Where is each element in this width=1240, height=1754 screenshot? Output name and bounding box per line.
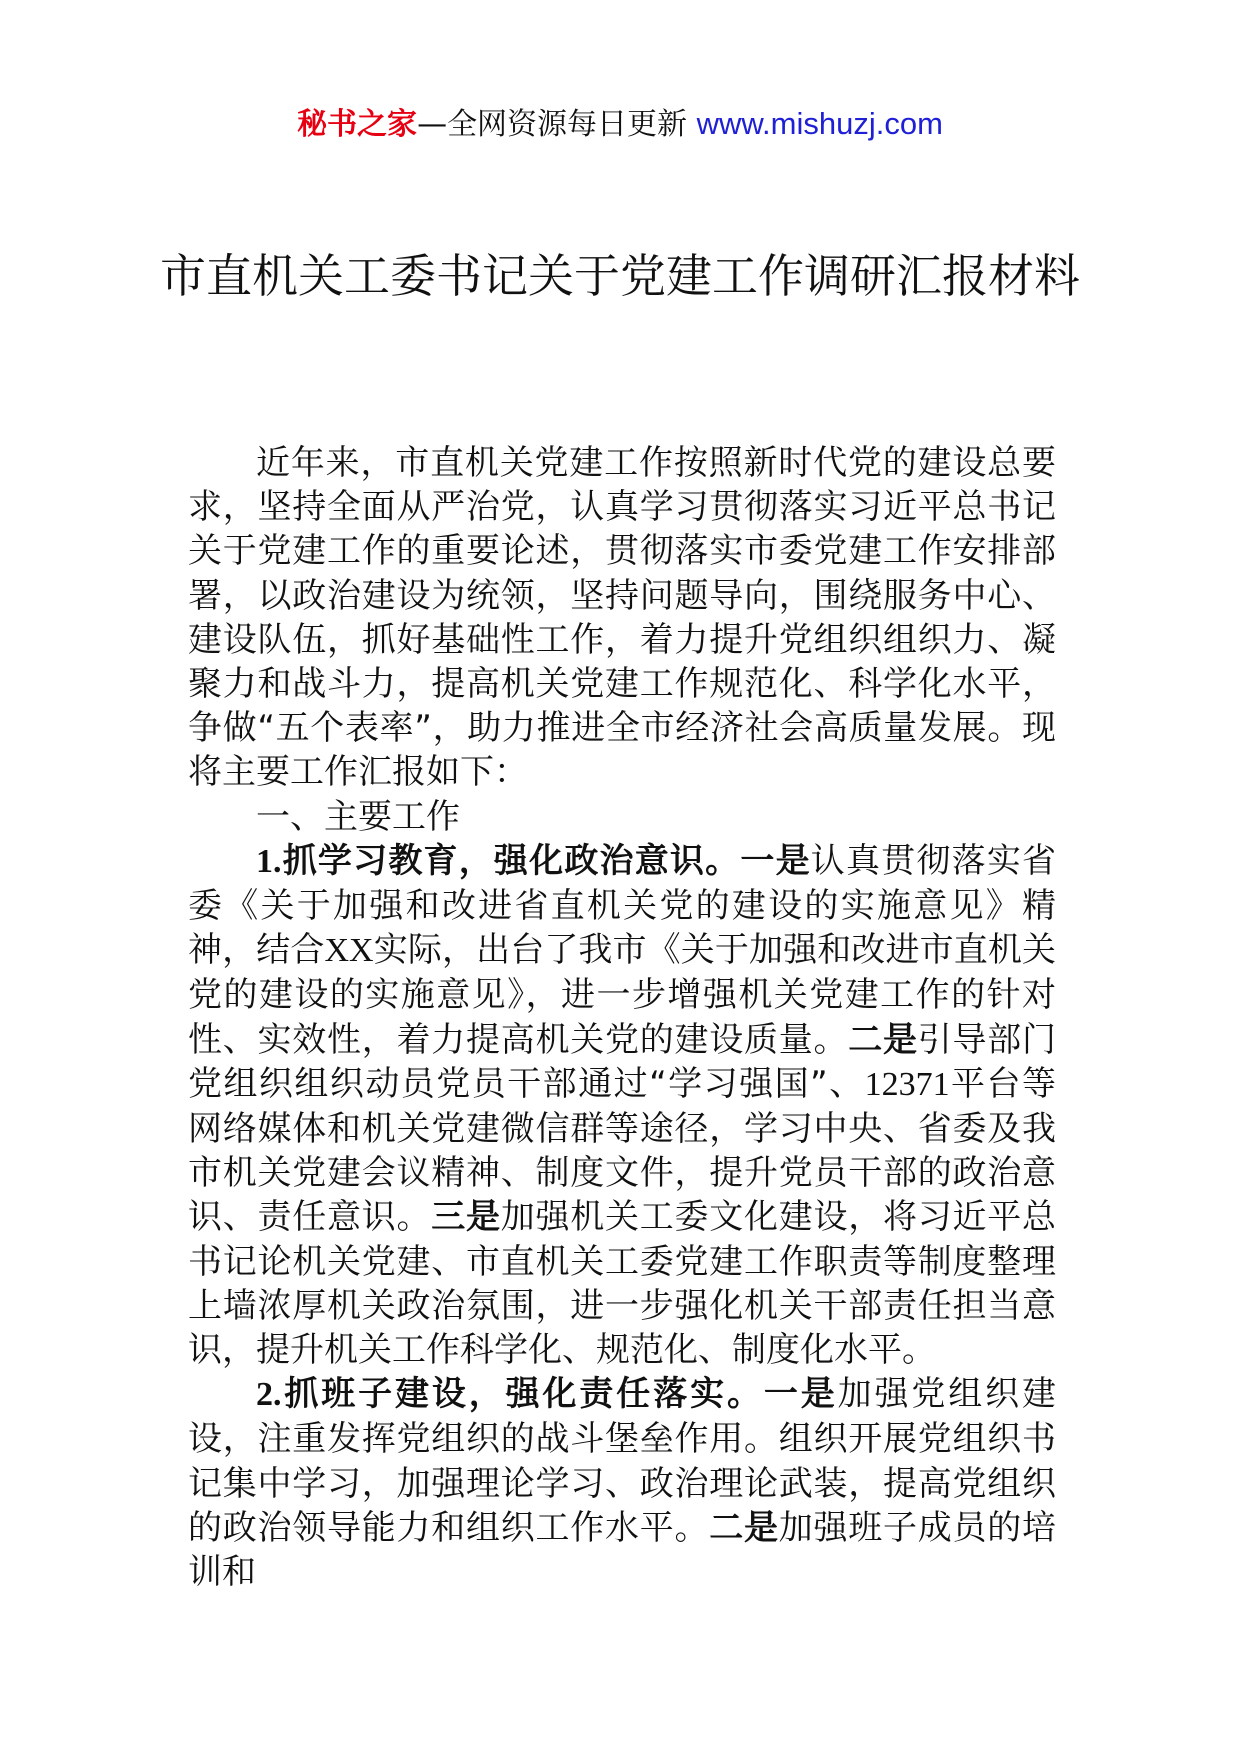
- item-2-heading: 抓班子建设，强化责任落实。: [281, 1374, 764, 1415]
- section-heading-main-work: 一、主要工作: [256, 796, 460, 837]
- document-body: [188, 441, 1056, 1594]
- item-2-paragraph: [188, 1372, 1056, 1594]
- item-2-number: 2.: [256, 1376, 282, 1414]
- site-header-banner: [0, 104, 1240, 145]
- item-1-paragraph: [188, 839, 1056, 1372]
- item-1-text-third: 加强机关工委文化建设，将习近平总书记论机关党建、市直机关工委党建工作职责等制度整理上墙浓厚机关政治氛围，进一步强化机关干部责任担当意识，提升机关工作科学化、规范化、制度化水平。: [188, 1197, 1056, 1371]
- item-2-text-first: 加强党组织建设，注重发挥党组织的战斗堡垒作用。组织开展党组织书记集中学习，加强理论学习、政治理论武装，提高党组织的政治领导能力和组织工作水平。: [188, 1374, 1057, 1548]
- document-title: 市直机关工委书记关于党建工作调研汇报材料: [160, 249, 1080, 303]
- brand-name: 秘书之家: [297, 107, 418, 142]
- item-1-text-second-a: 引导部门党组织组织动员党员干部通过“学习强国”、: [188, 1019, 1056, 1104]
- item-1-text-first-a: 认真贯彻落实省委《关于加强和改进省直机关党的建设的实施意见》精神，结合: [188, 840, 1057, 971]
- item-2-text-second: 加强班子成员的培训和: [188, 1507, 1056, 1593]
- item-1-label-third: 三是: [431, 1197, 501, 1238]
- item-1-text-second-b: 平台等网络媒体和机关党建微信群等途径，学习中央、省委及我市机关党建会议精神、制度文件，提升党员干部的政治意识、责任意识。: [188, 1063, 1056, 1238]
- item-1-label-first: 一是: [740, 840, 811, 881]
- item-1-heading: 抓学习教育，强化政治意识。: [281, 840, 741, 881]
- item-1-placeholder-xx: XX: [324, 932, 374, 970]
- item-1-number: 1.: [256, 842, 282, 880]
- intro-paragraph: 近年来，市直机关党建工作按照新时代党的建设总要求，坚持全面从严治党，认真学习贯彻落实习近平总书记关于党建工作的重要论述，贯彻落实市委党建工作安排部署，以政治建设为统领，坚持问题导向，围绕服务中心、建设队伍，抓好基础性工作，着力提升党组织组织力、凝聚力和战斗力，提高机关党建工作规范化、科学化水平，争做“五个表率”，助力推进全市经济社会高质量发展。现将主要工作汇报如下：: [188, 443, 1056, 793]
- site-url-link[interactable]: www.mishuzj.com: [696, 106, 943, 141]
- item-1-platform-number: 12371: [864, 1065, 950, 1103]
- header-tagline: —全网资源每日更新: [417, 107, 688, 142]
- item-1-text-first-b: 实际，出台了我市《关于加强和改进市直机关党的建设的实施意见》，进一步增强机关党建工作的针对性、实效性，着力提高机关党的建设质量。: [188, 930, 1057, 1060]
- item-1-label-second: 二是: [848, 1019, 918, 1060]
- item-2-label-second: 二是: [709, 1507, 779, 1548]
- item-2-label-first: 一是: [763, 1374, 838, 1415]
